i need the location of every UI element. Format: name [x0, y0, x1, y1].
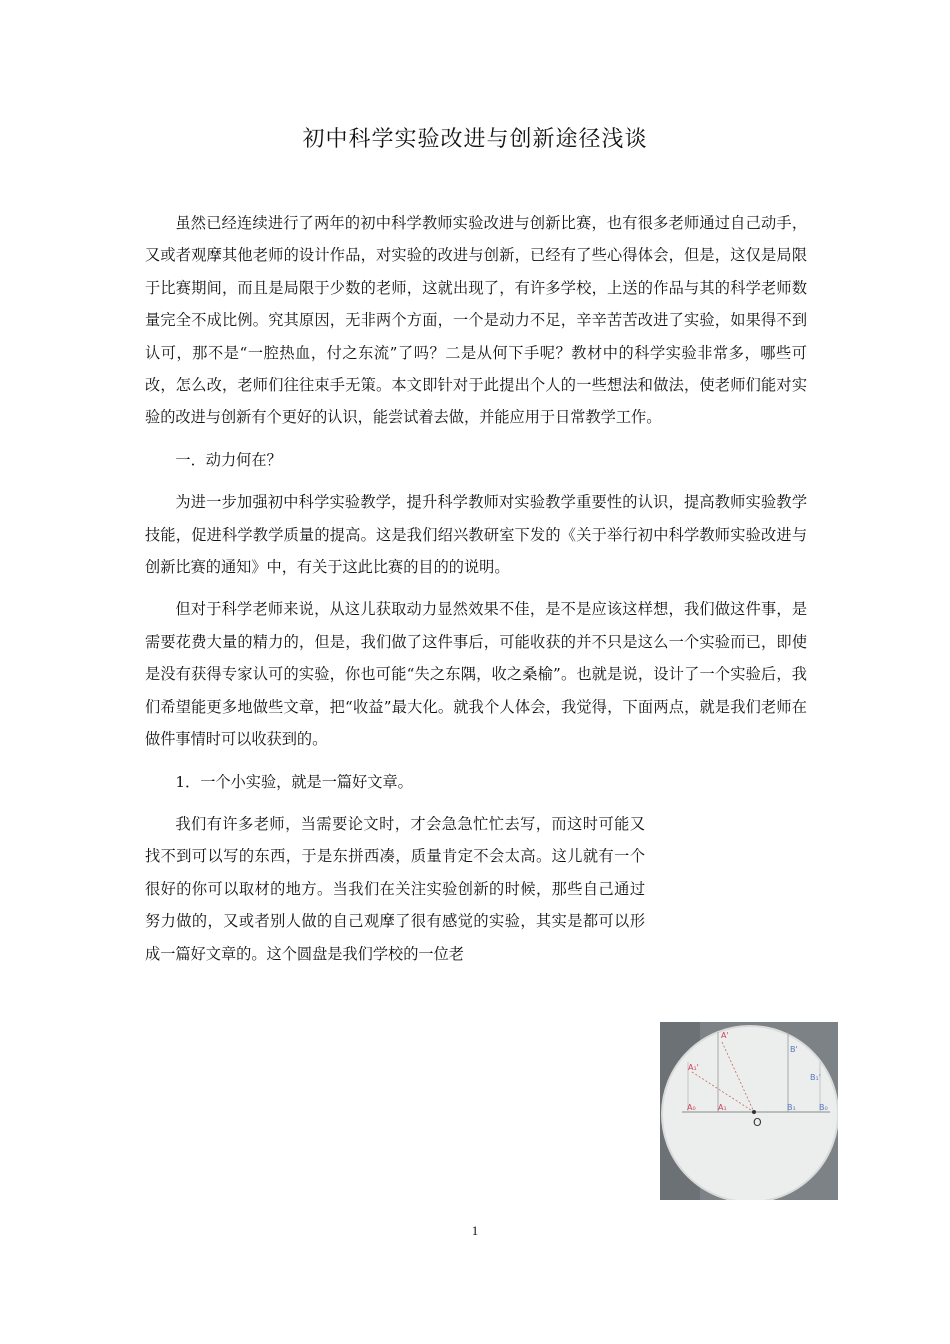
label-a0: A₀ [687, 1103, 696, 1112]
label-origin: O [753, 1116, 762, 1129]
body-paragraph: 为进一步加强初中科学实验教学，提升科学教师对实验教学重要性的认识，提高教师实验教学技能，促进科学教学质量的提高。这是我们绍兴教研室下发的《关于举行初中科学教师实验改进与创新比赛的通知》中，有关于这此比赛的目的的说明。 [145, 493, 807, 577]
label-a-prime: A' [721, 1031, 729, 1040]
label-a1: A₁ [718, 1103, 727, 1112]
page-title: 初中科学实验改进与创新途径浅谈 [302, 127, 648, 152]
body-paragraph: 我们有许多老师，当需要论文时，才会急急忙忙去写，而这时可能又找不到可以写的东西，于是东拼西凑，质量肯定不会太高。这儿就有一个很好的你可以取材的地方。当我们在关注实验创新的时候，那些自己通过努力做的，又或者别人做的自己观摩了很有感觉的实验，其实是都可以形成一篇好文章的。这个圆盘是我们学校的一位老 [145, 814, 645, 963]
label-b1: B₁ [787, 1103, 796, 1112]
label-a1-prime: A₁' [688, 1063, 699, 1072]
subsection-heading: 1．一个小实验，就是一篇好文章。 [175, 772, 413, 791]
section-heading: 一．动力何在？ [175, 450, 282, 469]
document-body [145, 207, 807, 970]
wrapped-text-block [145, 808, 645, 970]
intro-paragraph: 虽然已经连续进行了两年的初中科学教师实验改进与创新比赛，也有很多老师通过自己动手，又或者观摩其他老师的设计作品，对实验的改进与创新，已经有了些心得体会，但是，这仅是局限于比赛期间，而且是局限于少数的老师，这就出现了，有许多学校，上送的作品与其的科学老师数量完全不成比例。究其原因，无非两个方面，一个是动力不足，辛辛苦苦改进了实验，如果得不到认可，那不是“一腔热血，付之东流”了吗？二是从何下手呢？教材中的科学实验非常多，哪些可改，怎么改，老师们往往束手无策。本文即针对于此提出个人的一些想法和做法，使老师们能对实验的改进与创新有个更好的认识，能尝试着去做，并能应用于日常教学工作。 [145, 214, 807, 427]
disc-diagram [660, 1022, 838, 1200]
disc-experiment-photo [660, 1022, 838, 1200]
body-paragraph: 但对于科学老师来说，从这儿获取动力显然效果不佳，是不是应该这样想，我们做这件事，是需要花费大量的精力的，但是，我们做了这件事后，可能收获的并不只是这么一个实验而已，即使是没有获得专家认可的实验，你也可能“失之东隅，收之桑榆”。也就是说，设计了一个实验后，我们希望能更多地做些文章，把“收益”最大化。就我个人体会，我觉得，下面两点，就是我们老师在做件事情时可以收获到的。 [145, 600, 807, 749]
label-b0: B₀ [819, 1103, 828, 1112]
page-number: 1 [471, 1223, 479, 1238]
label-b1-prime: B₁' [810, 1073, 821, 1082]
label-b-prime: B' [790, 1045, 798, 1054]
